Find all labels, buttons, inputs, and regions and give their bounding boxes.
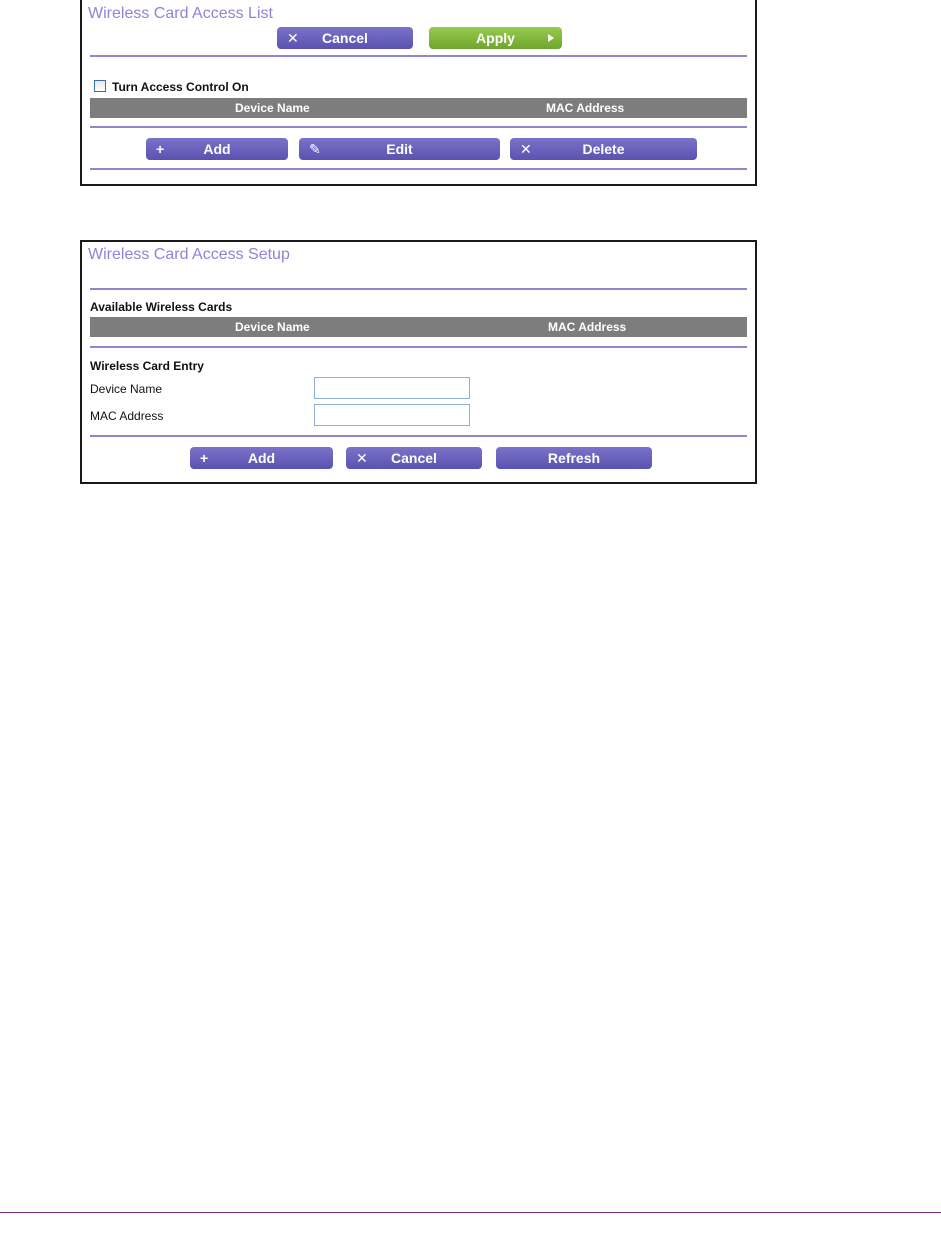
divider [90,288,747,290]
mac-address-label: MAC Address [90,409,164,423]
device-table-header [90,98,747,118]
column-device-name: Device Name [235,320,310,334]
delete-button-label: Delete [582,141,625,157]
access-control-checkbox[interactable] [94,80,106,92]
close-icon: ✕ [287,30,299,46]
divider [90,55,747,57]
panel-title: Wireless Card Access List [88,5,273,22]
wireless-card-access-setup-panel [80,240,757,484]
delete-button[interactable] [510,138,697,160]
available-wireless-cards-label: Available Wireless Cards [90,300,233,314]
divider [90,346,747,348]
apply-button[interactable] [429,27,562,49]
divider [90,168,747,170]
close-icon: ✕ [356,450,368,466]
play-arrow-icon [548,34,554,42]
cancel-button-label: Cancel [391,450,437,466]
add-button-label: Add [247,450,276,466]
column-mac-address: MAC Address [546,101,625,115]
pencil-icon: ✎ [309,141,321,157]
cancel-button-label: Cancel [322,30,368,46]
cancel-button[interactable] [277,27,413,49]
divider [90,126,747,128]
edit-button[interactable] [299,138,500,160]
add-button[interactable] [190,447,333,469]
access-control-label: Turn Access Control On [112,80,249,94]
add-button[interactable] [146,138,288,160]
cancel-button[interactable] [346,447,482,469]
plus-icon: + [156,141,165,157]
wireless-card-access-list-panel [80,0,757,186]
device-name-label: Device Name [90,382,163,396]
refresh-button[interactable] [496,447,652,469]
wireless-card-entry-label: Wireless Card Entry [90,359,204,373]
mac-address-input[interactable] [314,404,470,426]
apply-button-label: Apply [476,30,515,46]
close-icon: ✕ [520,141,532,157]
plus-icon: + [200,450,209,466]
panel-title: Wireless Card Access Setup [88,246,290,263]
available-cards-table-header [90,317,747,337]
device-name-input[interactable] [314,377,470,399]
refresh-button-label: Refresh [547,450,601,466]
column-device-name: Device Name [235,101,310,115]
footer-divider [0,1212,941,1213]
edit-button-label: Edit [386,141,413,157]
column-mac-address: MAC Address [548,320,627,334]
divider [90,435,747,437]
add-button-label: Add [203,141,231,157]
